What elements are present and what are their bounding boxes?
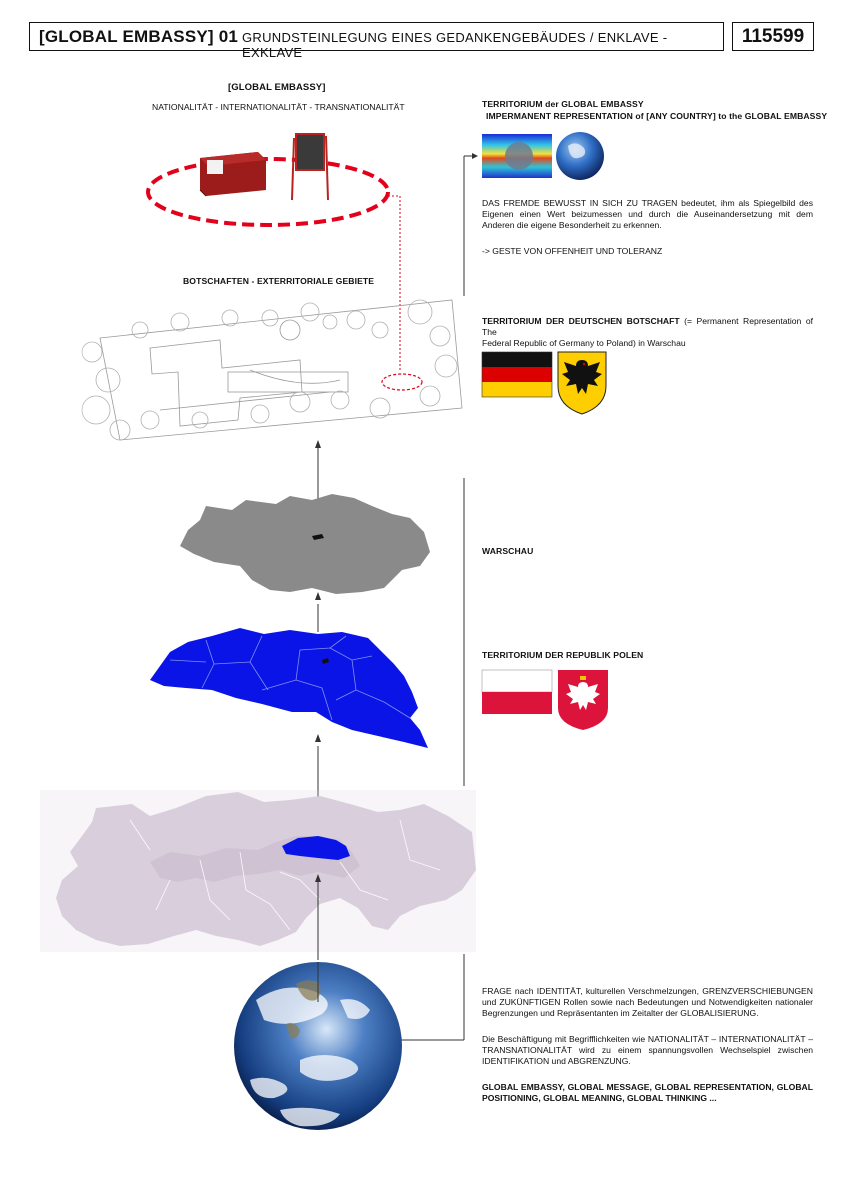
page-subtitle: GRUNDSTEINLEGUNG EINES GEDANKENGEBÄUDES / ENKLAVE - EXKLAVE <box>242 30 668 60</box>
frage-text: FRAGE nach IDENTITÄT, kulturellen Verschmelzungen, GRENZVERSCHIEBUNGEN und ZUKÜNFTIGEN Rollen sowie nach Bedeutungen und Notwendigkeiten nationaler Begrenzungen und Repräsentanten im Zeitalter der GLOBALISIERUNG. <box>482 986 813 1019</box>
geste-text: -> GESTE VON OFFENHEIT UND TOLERANZ <box>482 246 663 256</box>
fremde-text: DAS FREMDE BEWUSST IN SICH ZU TRAGEN bedeutet, ihm als Spiegelbild des Eigenen einen Wert beizumessen und durch die Auseinandersetzung mit dem Anderen die eigene Besonderheit zu erkennen. <box>482 198 813 231</box>
beschaeftigung-text: Die Beschäftigung mit Begrifflichkeiten wie NATIONALITÄT – INTERNATIONALITÄT – TRANSNATIONALITÄT wird zu einem spannungsvollen Wechselspiel zwischen IDENTIFIKATION und ABGRENZUNG. <box>482 1034 813 1067</box>
embassy-subtitle: NATIONALITÄT - INTERNATIONALITÄT - TRANSNATIONALITÄT <box>152 102 405 112</box>
polen-label: TERRITORIUM DER REPUBLIK POLEN <box>482 650 644 660</box>
warschau-label: WARSCHAU <box>482 546 534 556</box>
global-keywords-text: GLOBAL EMBASSY, GLOBAL MESSAGE, GLOBAL REPRESENTATION, GLOBAL POSITIONING, GLOBAL MEANING, GLOBAL THINKING ... <box>482 1082 813 1104</box>
botschaften-label: BOTSCHAFTEN - EXTERRITORIALE GEBIETE <box>183 276 375 286</box>
embassy-title: [GLOBAL EMBASSY] <box>228 82 326 93</box>
territory-global-heading-2: IMPERMANENT REPRESENTATION of [ANY COUNTRY] to the GLOBAL EMBASSY <box>486 111 828 121</box>
page-title: [GLOBAL EMBASSY] 01 <box>39 27 239 46</box>
territory-global-heading-1: TERRITORIUM der GLOBAL EMBASSY <box>482 99 644 109</box>
sheet-number: 115599 <box>741 26 805 47</box>
deutsche-botschaft-text: TERRITORIUM DER DEUTSCHEN BOTSCHAFT (= Permanent Representation of The Federal Republic of Germany to Poland) in Warschau <box>482 316 814 349</box>
